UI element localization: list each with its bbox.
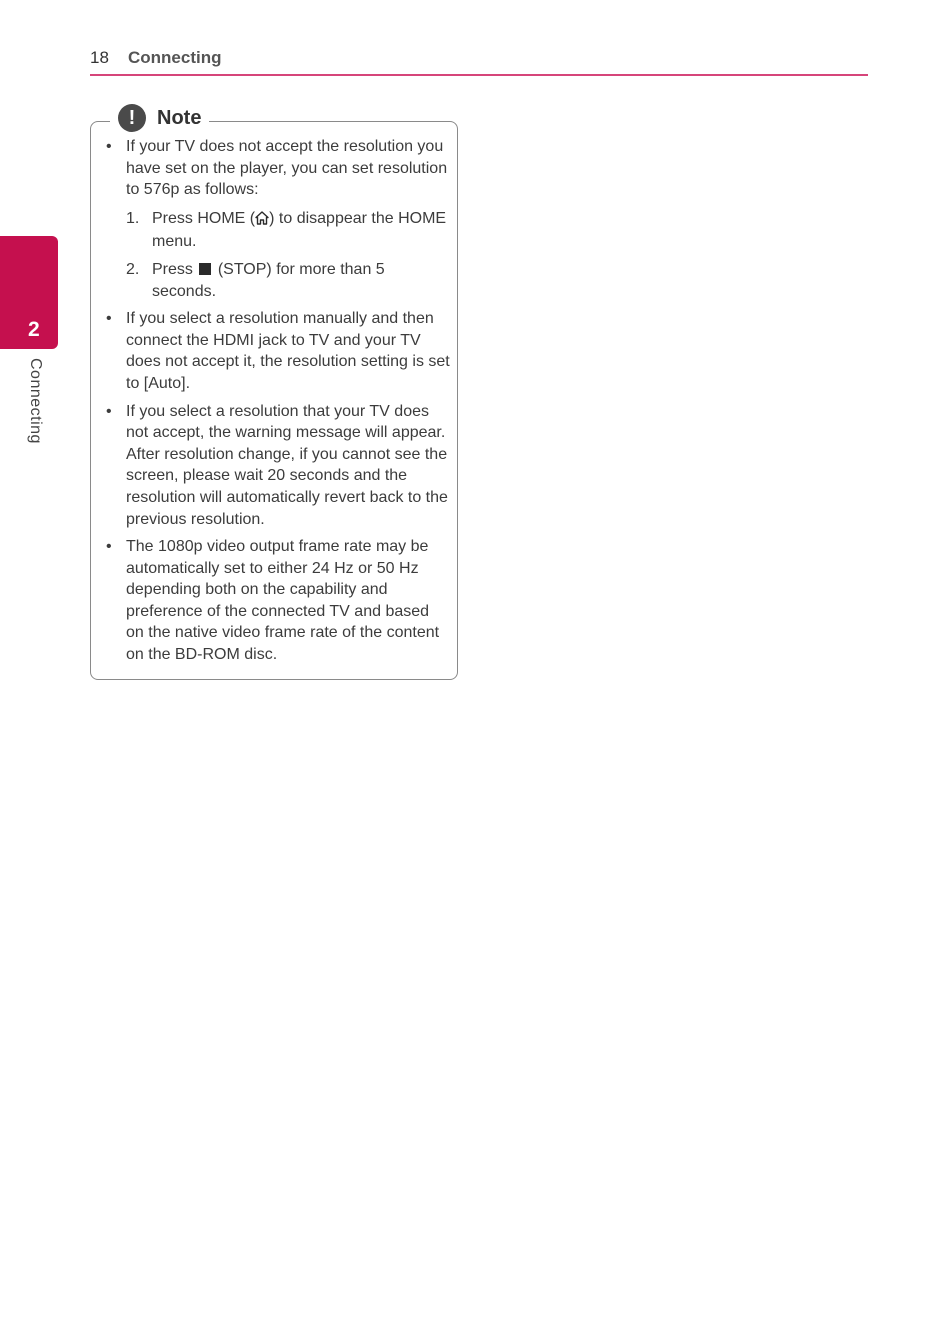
stop-icon [199,263,211,275]
chapter-label: Connecting [27,358,44,444]
bullet-icon: • [106,138,112,155]
section-title: Connecting [128,48,222,67]
step-item [126,259,450,302]
bullet-icon: • [106,310,112,328]
bullet-text: If your TV does not accept the resolution you have set on the player, you can set resolution to 576p as follows: [126,138,448,199]
list-item [106,401,450,531]
bullet-icon: • [106,538,112,556]
numbered-steps [126,208,450,302]
step-text-before: Press [152,260,193,278]
list-item [106,136,450,302]
note-title: Note [157,106,202,129]
note-header [110,103,209,133]
home-icon [255,210,269,232]
bullet-text: The 1080p video output frame rate may be automatically set to either 24 Hz or 50 Hz depending both on the capability and preference of the connected TV and based on the native video frame rate of the content on the BD-ROM disc. [126,538,440,664]
bullet-text: If you select a resolution manually and then connect the HDMI jack to TV and your TV does not accept it, the resolution setting is set to [Auto]. [126,310,450,392]
page-header [90,46,868,76]
step-item [126,208,450,253]
list-item [106,308,450,394]
bullet-icon: • [106,402,112,420]
step-index: 1. [126,209,140,227]
step-text-after: (STOP) for more than 5 seconds. [152,260,385,300]
list-item [106,536,450,666]
step-index: 2. [126,260,140,278]
page-number: 18 [90,48,109,67]
chapter-number: 2 [28,318,40,341]
step-text-after: ) to disappear the HOME menu. [152,209,447,251]
note-content [106,136,450,672]
step-text-before: Press HOME ( [152,209,256,227]
chapter-tab [0,236,58,349]
bullet-text: If you select a resolution that your TV does not accept, the warning message will appear. After resolution change, if you cannot see the screen, please wait 20 seconds and the resolution will automatically revert back to the previous resolution. [126,402,448,528]
exclamation-icon: ! [118,104,146,132]
